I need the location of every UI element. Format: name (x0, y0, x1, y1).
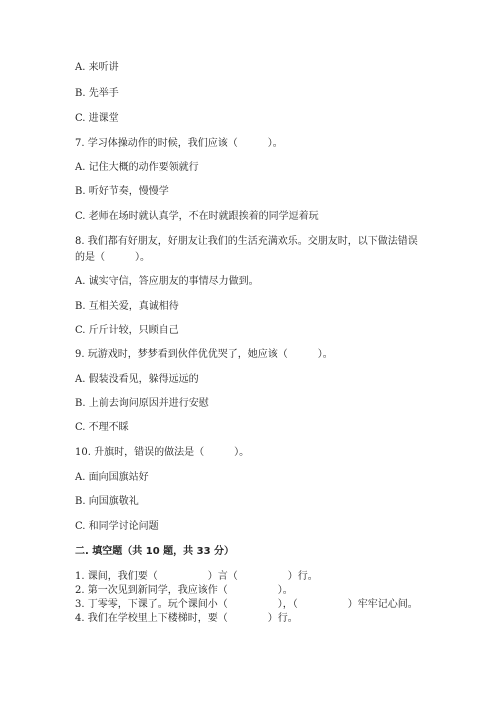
q6-option-a: A. 来听讲 (75, 62, 119, 73)
fill-item-3: 3. 丁零零，下课了。玩个课间小（ ），（ ）牢牢记心间。 (75, 599, 418, 610)
q8-stem-line2: 的是（ ）。 (75, 252, 150, 263)
fill-item-1: 1. 课间，我们要（ ）言（ ）行。 (75, 571, 318, 582)
q10-option-b: B. 向国旗敬礼 (75, 496, 139, 507)
q10-stem: 10. 升旗时，错误的做法是（ ）。 (75, 447, 250, 458)
q10-option-a: A. 面向国旗站好 (75, 472, 149, 483)
fill-item-4: 4. 我们在学校里上下楼梯时，要（ ）行。 (75, 613, 298, 624)
q6-option-c: C. 进课堂 (75, 113, 119, 124)
q7-option-a: A. 记住大概的动作要领就行 (75, 162, 199, 173)
q9-option-b: B. 上前去询问原因并进行安慰 (75, 398, 209, 409)
q8-option-b: B. 互相关爱，真诚相待 (75, 301, 179, 312)
q7-stem: 7. 学习体操动作的时候，我们应该（ ）。 (75, 138, 283, 149)
q10-option-c: C. 和同学讨论问题 (75, 521, 159, 532)
q7-option-c: C. 老师在场时就认真学，不在时就跟挨着的同学逗着玩 (75, 211, 319, 222)
section-heading-fill-in: 二. 填空题（共 10 题，共 33 分） (75, 546, 235, 557)
q8-option-a: A. 诚实守信，答应朋友的事情尽力做到。 (75, 276, 259, 287)
q8-stem-line1: 8. 我们都有好朋友，好朋友让我们的生活充满欢乐。交朋友时，以下做法错误 (75, 236, 418, 247)
fill-item-2: 2. 第一次见到新同学，我应该作（ ）。 (75, 585, 293, 596)
q6-option-b: B. 先举手 (75, 88, 119, 99)
q7-option-b: B. 听好节奏，慢慢学 (75, 186, 169, 197)
q9-option-a: A. 假装没看见，躲得远远的 (75, 374, 199, 385)
q9-stem: 9. 玩游戏时，梦梦看到伙伴优优哭了，她应该（ ）。 (75, 349, 333, 360)
q9-option-c: C. 不理不睬 (75, 422, 129, 433)
q8-option-c: C. 斤斤计较，只顾自己 (75, 325, 179, 336)
